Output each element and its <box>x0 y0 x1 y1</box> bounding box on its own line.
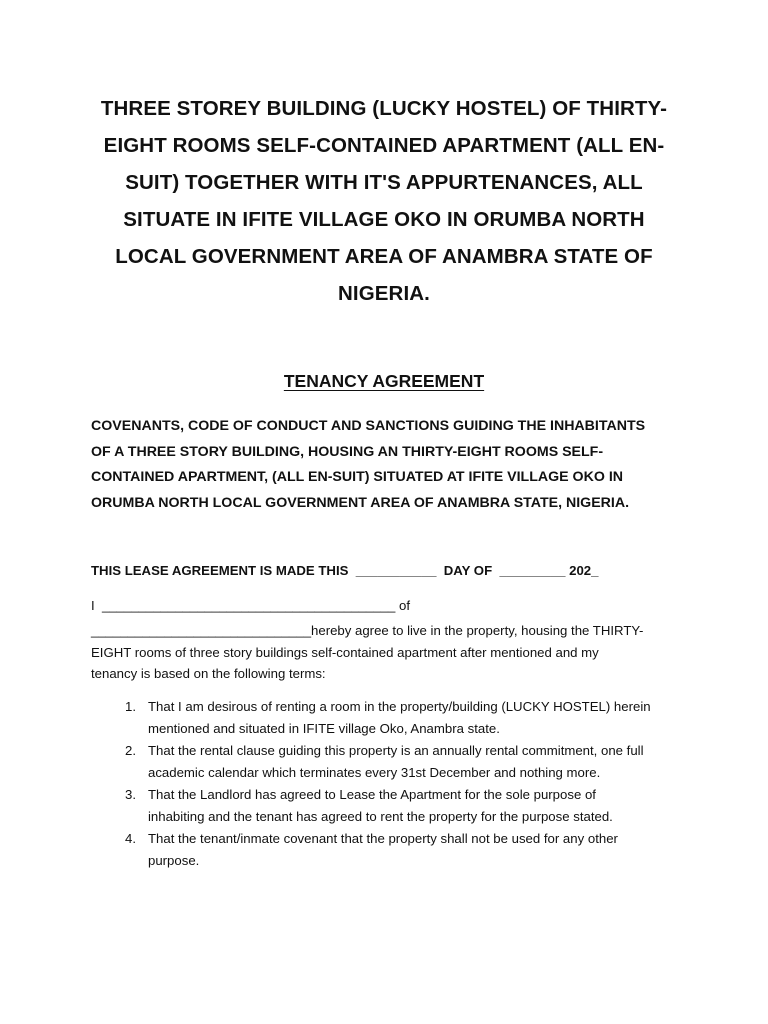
main-heading-line: SUIT) TOGETHER WITH IT'S APPURTENANCES, ALL <box>125 171 643 194</box>
intro-line: tenancy is based on the following terms: <box>91 666 326 681</box>
main-heading-line: SITUATE IN IFITE VILLAGE OKO IN ORUMBA NORTH <box>123 208 645 231</box>
main-heading-line: NIGERIA. <box>338 282 430 305</box>
covenants-line: CONTAINED APARTMENT, (ALL EN-SUIT) SITUATED AT IFITE VILLAGE OKO IN <box>91 469 624 485</box>
covenants-line: OF A THREE STORY BUILDING, HOUSING AN THIRTY-EIGHT ROOMS SELF- <box>91 443 604 460</box>
lease-date-line: THIS LEASE AGREEMENT IS MADE THIS ___________ DAY OF _________ 202_ <box>91 563 599 578</box>
intro-line: EIGHT rooms of three story buildings self-contained apartment after mentioned and my <box>91 644 599 660</box>
term-text-line: That the Landlord has agreed to Lease the Apartment for the sole purpose of <box>148 787 596 802</box>
term-text-line: That the rental clause guiding this property is an annually rental commitment, one full <box>148 743 644 758</box>
term-text <box>136 828 618 872</box>
term-number: 3. <box>125 787 136 802</box>
term-text-line: purpose. <box>148 853 200 868</box>
term-text-line: That the tenant/inmate covenant that the property shall not be used for any other <box>148 831 618 846</box>
term-text <box>136 784 613 828</box>
term-text-line: academic calendar which terminates every 31st December and nothing more. <box>148 765 601 780</box>
intro-paragraph <box>91 620 701 685</box>
main-heading-line: LOCAL GOVERNMENT AREA OF ANAMBRA STATE OF <box>115 245 653 268</box>
term-item <box>91 740 701 784</box>
term-text-line: mentioned and situated in IFITE village Oko, Anambra state. <box>148 721 500 736</box>
main-heading-line: EIGHT ROOMS SELF-CONTAINED APARTMENT (ALL EN- <box>103 134 665 157</box>
party-name-line: I ________________________________________ of <box>91 598 411 613</box>
document-title <box>0 371 768 392</box>
document-title-text: TENANCY AGREEMENT <box>283 371 485 391</box>
term-number: 2. <box>125 743 136 758</box>
term-item <box>91 828 701 872</box>
intro-line: ______________________________hereby agree to live in the property, housing the THIRTY- <box>91 623 644 638</box>
term-number: 1. <box>125 699 136 714</box>
term-text <box>136 696 651 740</box>
main-heading-line: THREE STOREY BUILDING (LUCKY HOSTEL) OF THIRTY- <box>100 97 668 120</box>
covenants-line: ORUMBA NORTH LOCAL GOVERNMENT AREA OF ANAMBRA STATE, NIGERIA. <box>91 494 630 511</box>
term-item <box>91 696 701 740</box>
term-text <box>136 740 644 784</box>
term-number: 4. <box>125 831 136 846</box>
covenants-paragraph <box>91 414 691 516</box>
term-item <box>91 784 701 828</box>
terms-list <box>91 696 701 872</box>
term-text-line: That I am desirous of renting a room in the property/building (LUCKY HOSTEL) herein <box>148 699 651 714</box>
term-text-line: inhabiting and the tenant has agreed to rent the property for the purpose stated. <box>148 809 613 824</box>
covenants-line: COVENANTS, CODE OF CONDUCT AND SANCTIONS GUIDING THE INHABITANTS <box>91 418 646 434</box>
main-heading <box>80 90 688 312</box>
